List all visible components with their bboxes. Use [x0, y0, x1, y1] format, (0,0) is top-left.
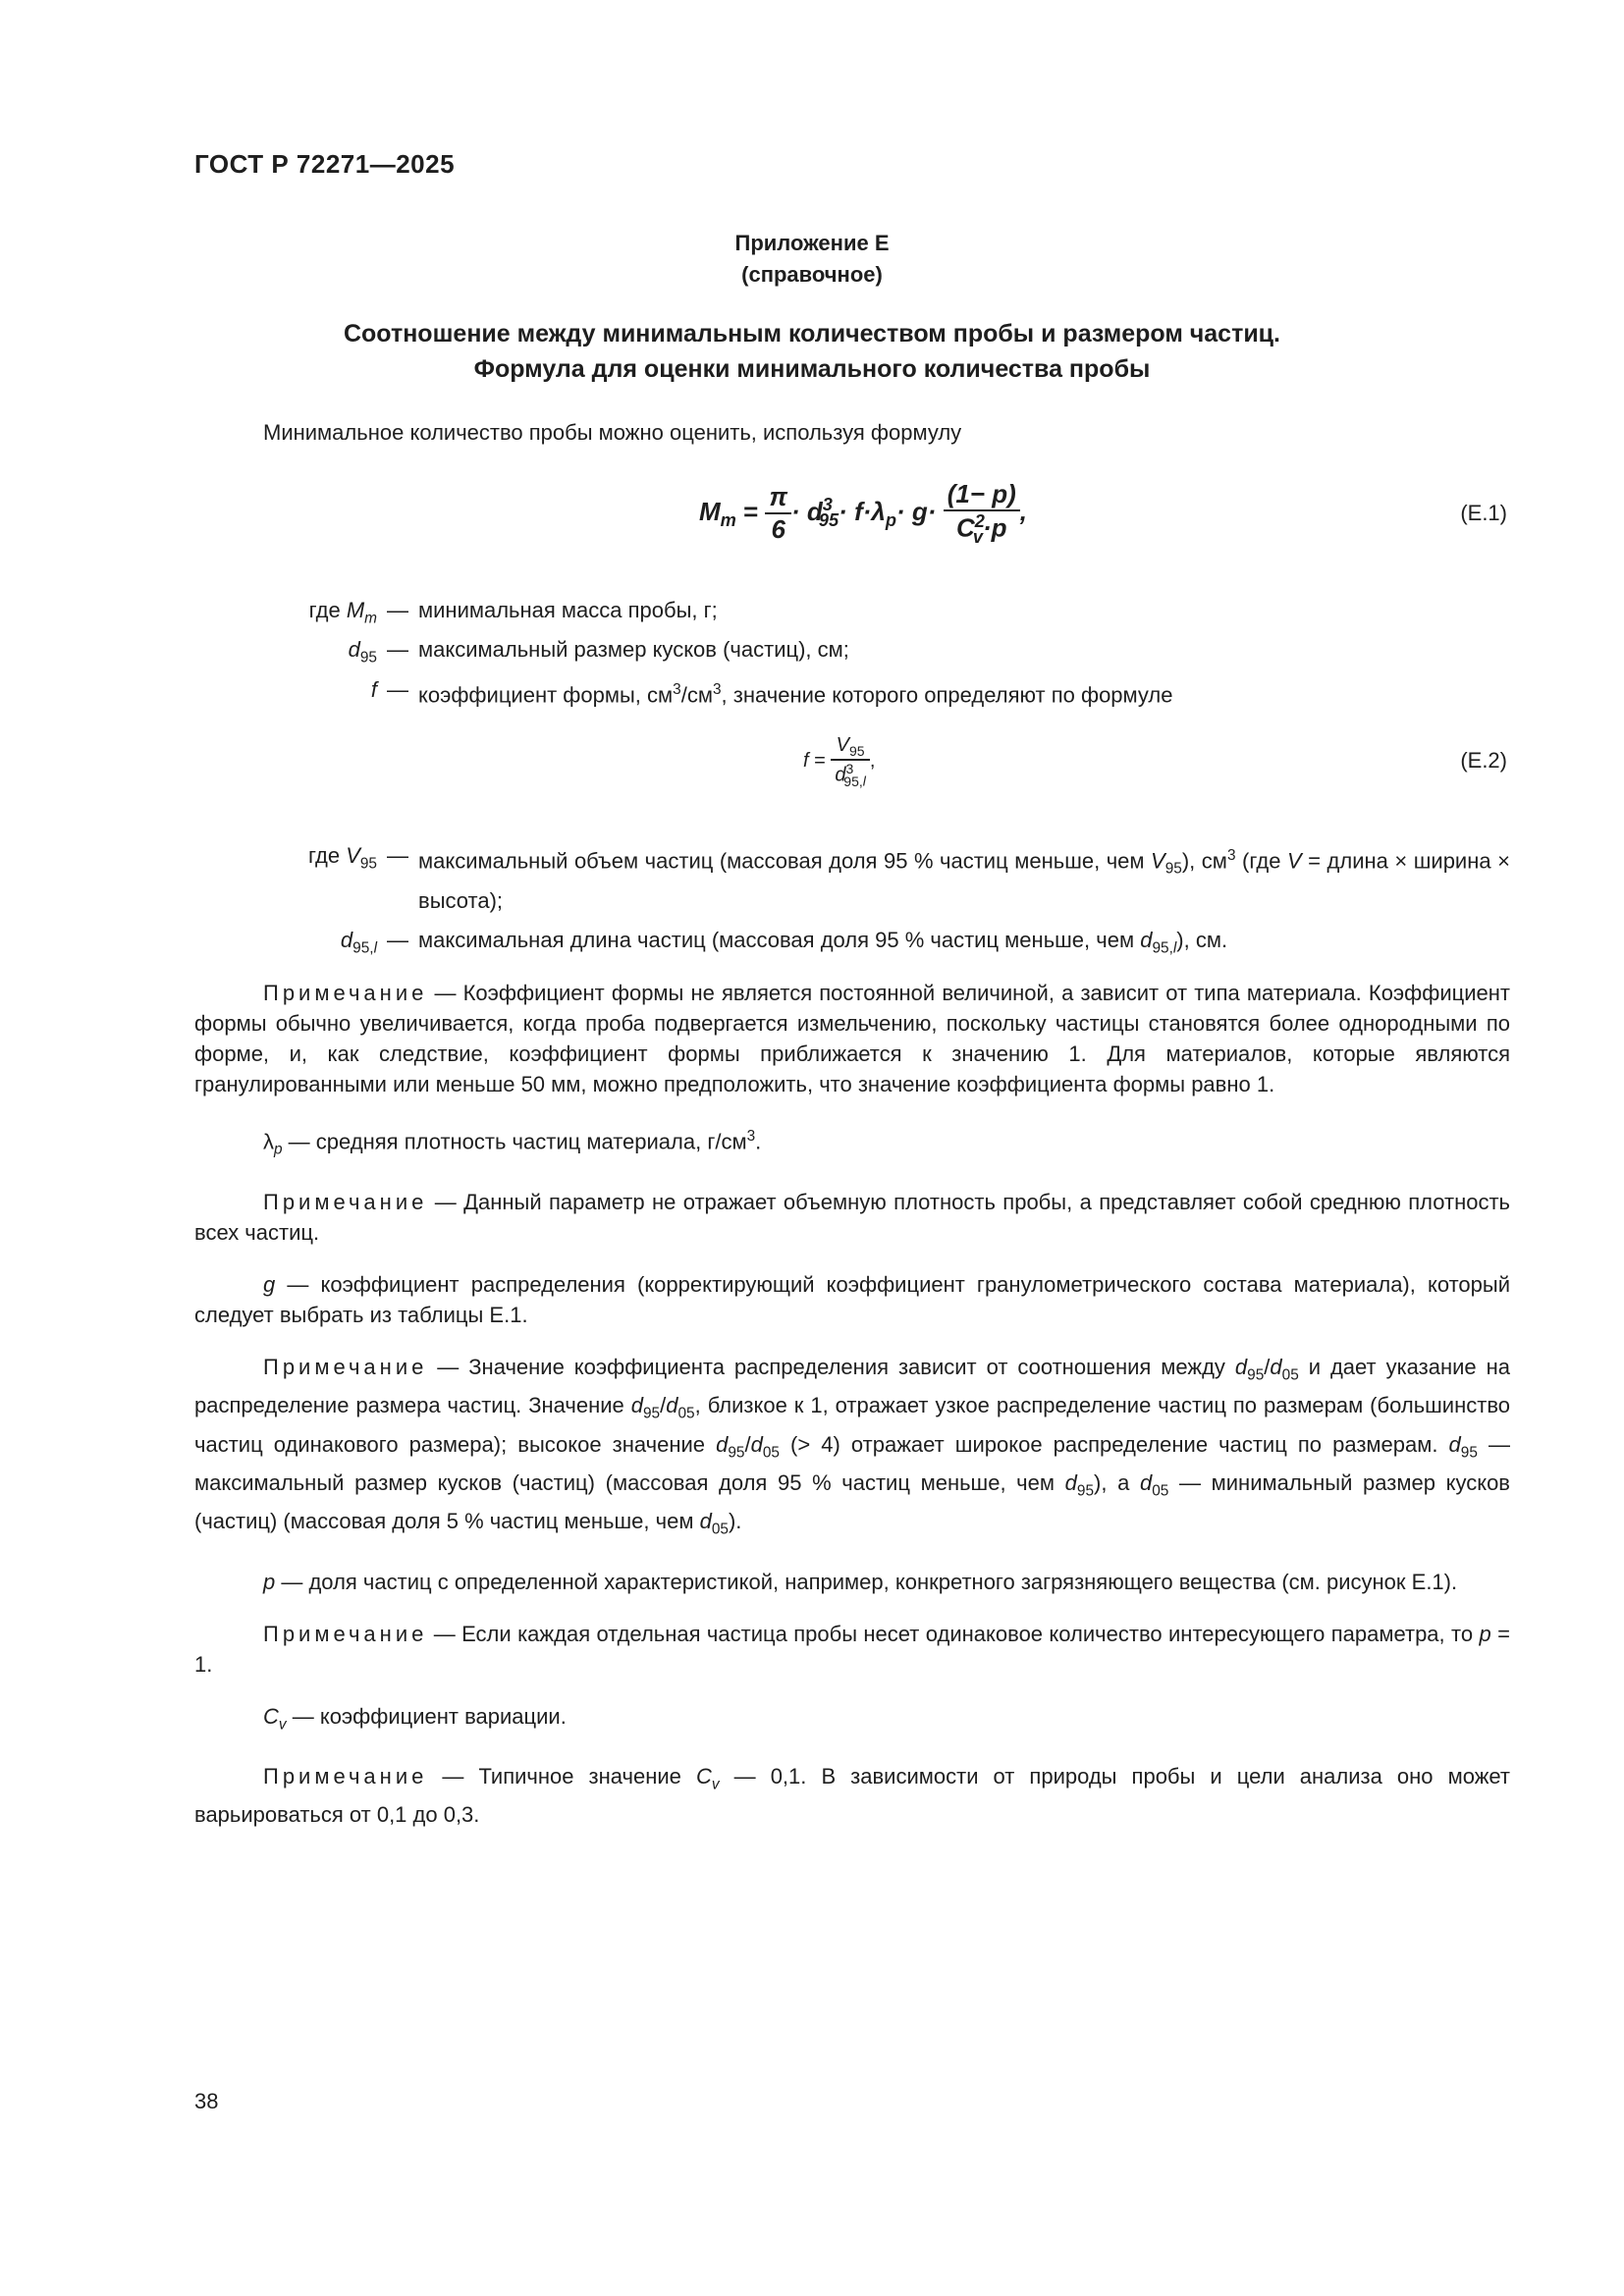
page-number: 38 — [194, 2089, 219, 2113]
definition-p: p — доля частиц с определенной характеристикой, например, конкретного загрязняющего вещества (см. рисунок Е.1). — [263, 1569, 1458, 1594]
note-distribution: Примечание — Значение коэффициента распределения зависит от соотношения между $d_{95}/d_{05}$ и дает указание на распределение размера частиц. Значение $d_{95}/d_{05}$, близкое к 1, отражает узкое распределение частиц по размерам (большинство частиц одинакового размера); высокое значение $d_{95}/d_{05}$ (> 4) отражает широкое распределение частиц по размерам. $d_{95}$ — максимальный размер кусков (частиц) (массовая доля 95 % частиц меньше, чем $d_{95}$), а $d_{05}$ — минимальный размер кусков (частиц) (массовая доля 5 % частиц меньше, чем $d_{05}$). — [194, 1354, 1511, 1538]
definition-v95: где $V_{95}$ — максимальный объем частиц (массовая доля 95 % частиц меньше, чем $V_{95}$), $см^3$ (где V = длина × ширина × высота); — [307, 843, 1510, 913]
definition-cv: $C_v$ — коэффициент вариации. — [263, 1703, 567, 1734]
note-density: Примечание — Данный параметр не отражает объемную плотность пробы, а представляет собой среднюю плотность всех частиц. — [194, 1189, 1510, 1245]
definition-g: g — коэффициент распределения (корректирующий коэффициент гранулометрического состава материала), который следует выбрать из таблицы Е.1. — [194, 1271, 1510, 1327]
section-title-line2: Формула для оценки минимального количества пробы — [473, 355, 1151, 383]
definition-d95: $d_{95}$ — максимальный размер кусков (частиц), см; — [348, 637, 849, 667]
equation-number-e1: (Е.1) — [1460, 501, 1507, 525]
definition-d95l: $d_{95,l}$ — максимальная длина частиц (массовая доля 95 % частиц меньше, чем $d_{95,l}$), см. — [340, 927, 1228, 957]
definition-mm: где $M_m$ — минимальная масса пробы, г; — [308, 598, 718, 627]
pi-over-six-fraction: $\frac{\pi}{6}$ — [765, 482, 791, 545]
shape-factor-fraction: $\frac{V_{95}}{d^3_{95,l}}$ — [831, 734, 870, 789]
appendix-heading — [0, 228, 1624, 291]
appendix-subtitle: (справочное) — [741, 262, 883, 287]
formula-e1: $M_m$ = $\frac{\pi}{6}$ · $d^3_{95}\cdot f\cdot\lambda_p\cdot g\cdot$ $\frac{(1- p)}{C^2_v\cdot p}$ , — [699, 479, 1028, 547]
notes-block — [194, 978, 1510, 1842]
definition-lambda: $\lambda_p$ — средняя плотность частиц материала, $г/см^3$. — [263, 1128, 762, 1158]
definitions-e2 — [194, 840, 1510, 964]
intro-text: Минимальное количество пробы можно оценить, используя формулу — [263, 420, 962, 445]
formula-e2: f = $\frac{V_{95}}{d^3_{95,l}}$ , — [803, 734, 876, 789]
definition-f: f — коэффициент формы, $см^3/см^3$, значение которого определяют по формуле — [370, 676, 1173, 708]
section-title — [0, 316, 1624, 387]
appendix-title: Приложение Е — [734, 231, 890, 255]
variance-fraction: $\frac{(1- p)}{C^2_v\cdot p}$ — [944, 479, 1020, 548]
note-p: Примечание — Если каждая отдельная частица пробы несет одинаковое количество интересующего параметра, то p = 1. — [194, 1621, 1510, 1677]
note-shape-factor: Примечание — Коэффициент формы не является постоянной величиной, а зависит от типа материала. Коэффициент формы обычно увеличивается, когда проба подвергается измельчению, поскольку частицы становятся более однородными по форме, и, как следствие, коэффициент формы приближается к значению 1. Для материалов, которые являются гранулированными или меньше 50 мм, можно предположить, что значение коэффициента формы равно 1. — [194, 981, 1510, 1096]
standard-header: ГОСТ Р 72271—2025 — [194, 149, 456, 179]
section-title-line1: Соотношение между минимальным количеством пробы и размером частиц. — [343, 320, 1281, 347]
note-cv: Примечание — Типичное значение $C_v$ — 0,1. В зависимости от природы пробы и цели анализа оно может варьироваться от 0,1 до 0,3. — [194, 1764, 1511, 1828]
equation-number-e2: (Е.2) — [1460, 748, 1507, 773]
definitions-e1 — [194, 595, 1510, 711]
